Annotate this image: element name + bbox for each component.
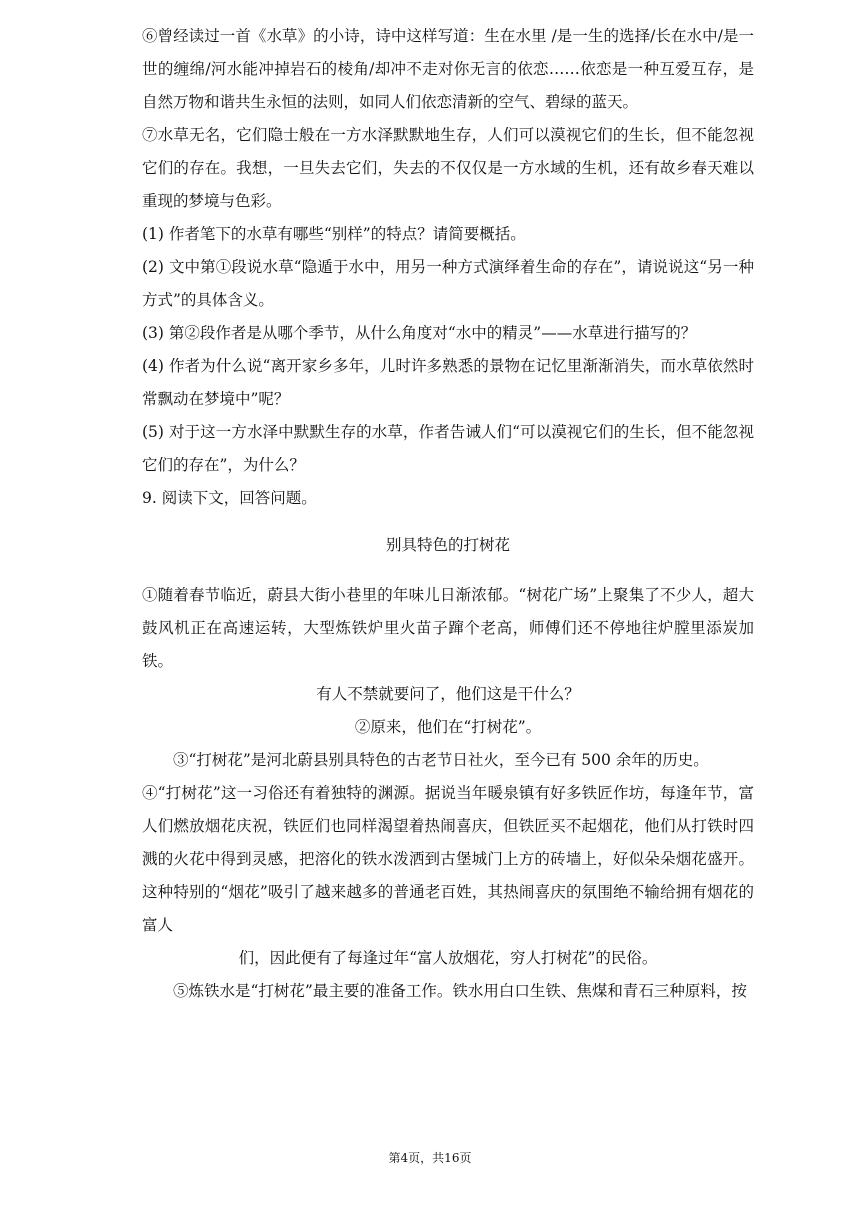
article-paragraph-2: ②原来，他们在“打树花”。 <box>354 718 542 736</box>
page-number: 第4页，共16页 <box>388 1151 472 1165</box>
article-paragraph-4: ④“打树花”这一习俗还有着独特的渊源。据说当年暖泉镇有好多铁匠作坊，每逢年节，富人们燃放烟花庆祝，铁匠们也同样渴望着热闹喜庆，但铁匠买不起烟花，他们从打铁时四溅的火花中得到灵感，把溶化的铁水泼洒到古堡城门上方的砖墙上，好似朵朵烟花盛开。这种特别的“烟花”吸引了越来越多的普通老百姓，其热闹喜庆的氛围绝不输给拥有烟花的富人 <box>142 784 754 934</box>
paragraph-6: ⑥曾经读过一首《水草》的小诗，诗中这样写道：生在水里 /是一生的选择/长在水中/是一世的缠绵/河水能冲掉岩石的棱角/却冲不走对你无言的依恋……依恋是一种互爱互存，是自然万物和谐共生永恒的法则，如同人们依恋清新的空气、碧绿的蓝天。 <box>142 27 754 111</box>
article-paragraph-5: ⑤炼铁水是“打树花”最主要的准备工作。铁水用白口生铁、焦煤和青石三种原料，按 <box>173 982 747 1000</box>
article-title: 别具特色的打树花 <box>385 536 510 554</box>
question-1: (1) 作者笔下的水草有哪些“别样”的特点？请简要概括。 <box>142 225 526 243</box>
article-line-question: 有人不禁就要问了，他们这是干什么？ <box>316 685 580 703</box>
article-paragraph-1: ①随着春节临近，蔚县大街小巷里的年味儿日渐浓郁。“树花广场”上聚集了不少人，超大鼓风机正在高速运转，大型炼铁炉里火苗子蹿个老高，师傅们还不停地往炉膛里添炭加铁。 <box>142 586 754 670</box>
question-3: (3) 第②段作者是从哪个季节，从什么角度对“水中的精灵”——水草进行描写的？ <box>142 324 697 342</box>
paragraph-7: ⑦水草无名，它们隐士般在一方水泽默默地生存，人们可以漠视它们的生长，但不能忽视它们的存在。我想，一旦失去它们，失去的不仅仅是一方水域的生机，还有故乡春天难以重现的梦境与色彩。 <box>142 126 754 210</box>
page-content <box>142 20 754 1008</box>
question-9-prompt: 9. 阅读下文，回答问题。 <box>142 489 317 507</box>
page-footer <box>0 1150 860 1166</box>
question-4: (4) 作者为什么说“离开家乡多年，儿时许多熟悉的景物在记忆里渐渐消失，而水草依然时常飘动在梦境中”呢？ <box>142 357 754 408</box>
article-paragraph-3: ③“打树花”是河北蔚县别具特色的古老节日社火，至今已有 500 余年的历史。 <box>173 751 709 769</box>
article-paragraph-4-end: 们，因此便有了每逢过年“富人放烟花，穷人打树花”的民俗。 <box>238 949 658 967</box>
question-5: (5) 对于这一方水泽中默默生存的水草，作者告诫人们“可以漠视它们的生长，但不能忽视它们的存在”，为什么？ <box>142 423 754 474</box>
question-2: (2) 文中第①段说水草“隐遁于水中，用另一种方式演绎着生命的存在”，请说说这“另一种方式”的具体含义。 <box>142 258 754 309</box>
